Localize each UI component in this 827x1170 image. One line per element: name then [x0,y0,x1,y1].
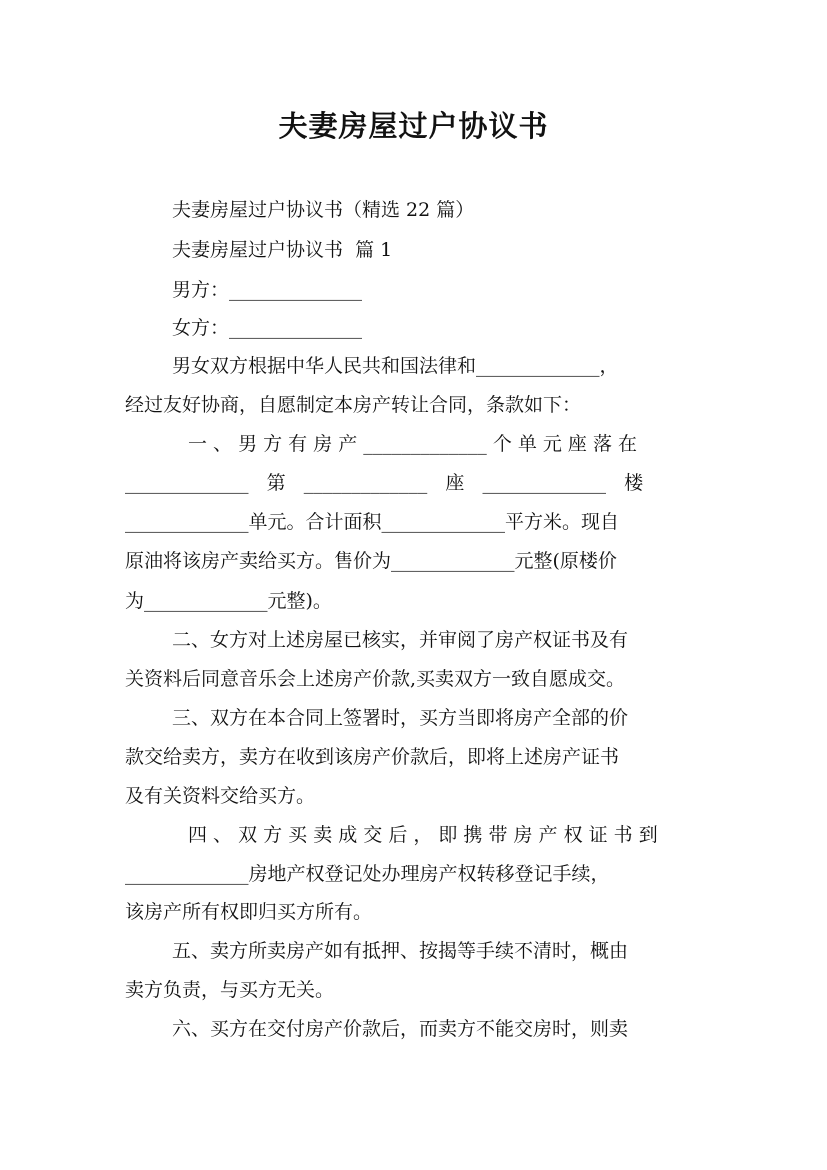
paragraph-line: 男女双方根据中华人民共和国法律和_____________， [172,355,619,377]
clause-2-line: 关资料后同意音乐会上述房产价款,买卖双方一致自愿成交。 [125,668,626,690]
female-party-field: 女方：______________ [172,317,363,339]
clause-6-line: 六、买方在交付房产价款后，而卖方不能交房时，则卖 [172,1018,629,1040]
section-heading: 夫妻房屋过户协议书 篇 1 [172,239,393,261]
clause-3-line: 及有关资料交给买方。 [125,785,316,807]
subtitle-line: 夫妻房屋过户协议书（精选 22 篇） [172,199,475,221]
clause-4-line: _____________房地产权登记处办理房产权转移登记手续， [125,863,610,885]
clause-4-line: 该房产所有权即归买方所有。 [125,901,373,923]
document-title: 夫妻房屋过户协议书 [278,109,549,143]
clause-4-line: 四 、 双 方 买 卖 成 交 后 ， 即 携 带 房 产 权 证 书 到 [188,824,658,846]
clause-1-line: 为_____________元整)。 [125,590,332,612]
clause-3-line: 款交给卖方，卖方在收到该房产价款后，即将上述房产证书 [125,746,620,768]
clause-1-line: _____________单元。合计面积_____________平方米。现自 [125,511,620,533]
male-party-field: 男方：______________ [172,279,363,301]
paragraph-line: 经过友好协商，自愿制定本房产转让合同，条款如下： [125,394,582,416]
clause-3-line: 三、双方在本合同上签署时，买方当即将房产全部的价 [172,707,629,729]
clause-1-line: _____________ 第 _____________ 座 _____________ 楼 [125,472,644,494]
clause-5-line: 五、卖方所卖房产如有抵押、按揭等手续不清时，概由 [172,940,629,962]
clause-5-line: 卖方负责，与买方无关。 [125,979,335,1001]
clause-2-line: 二、女方对上述房屋已核实，并审阅了房产权证书及有 [172,629,629,651]
clause-1-line: 一 、 男 方 有 房 产 _____________ 个 单 元 座 落 在 [188,433,638,455]
clause-1-line: 原油将该房产卖给买方。售价为_____________元整(原楼价 [125,550,617,572]
